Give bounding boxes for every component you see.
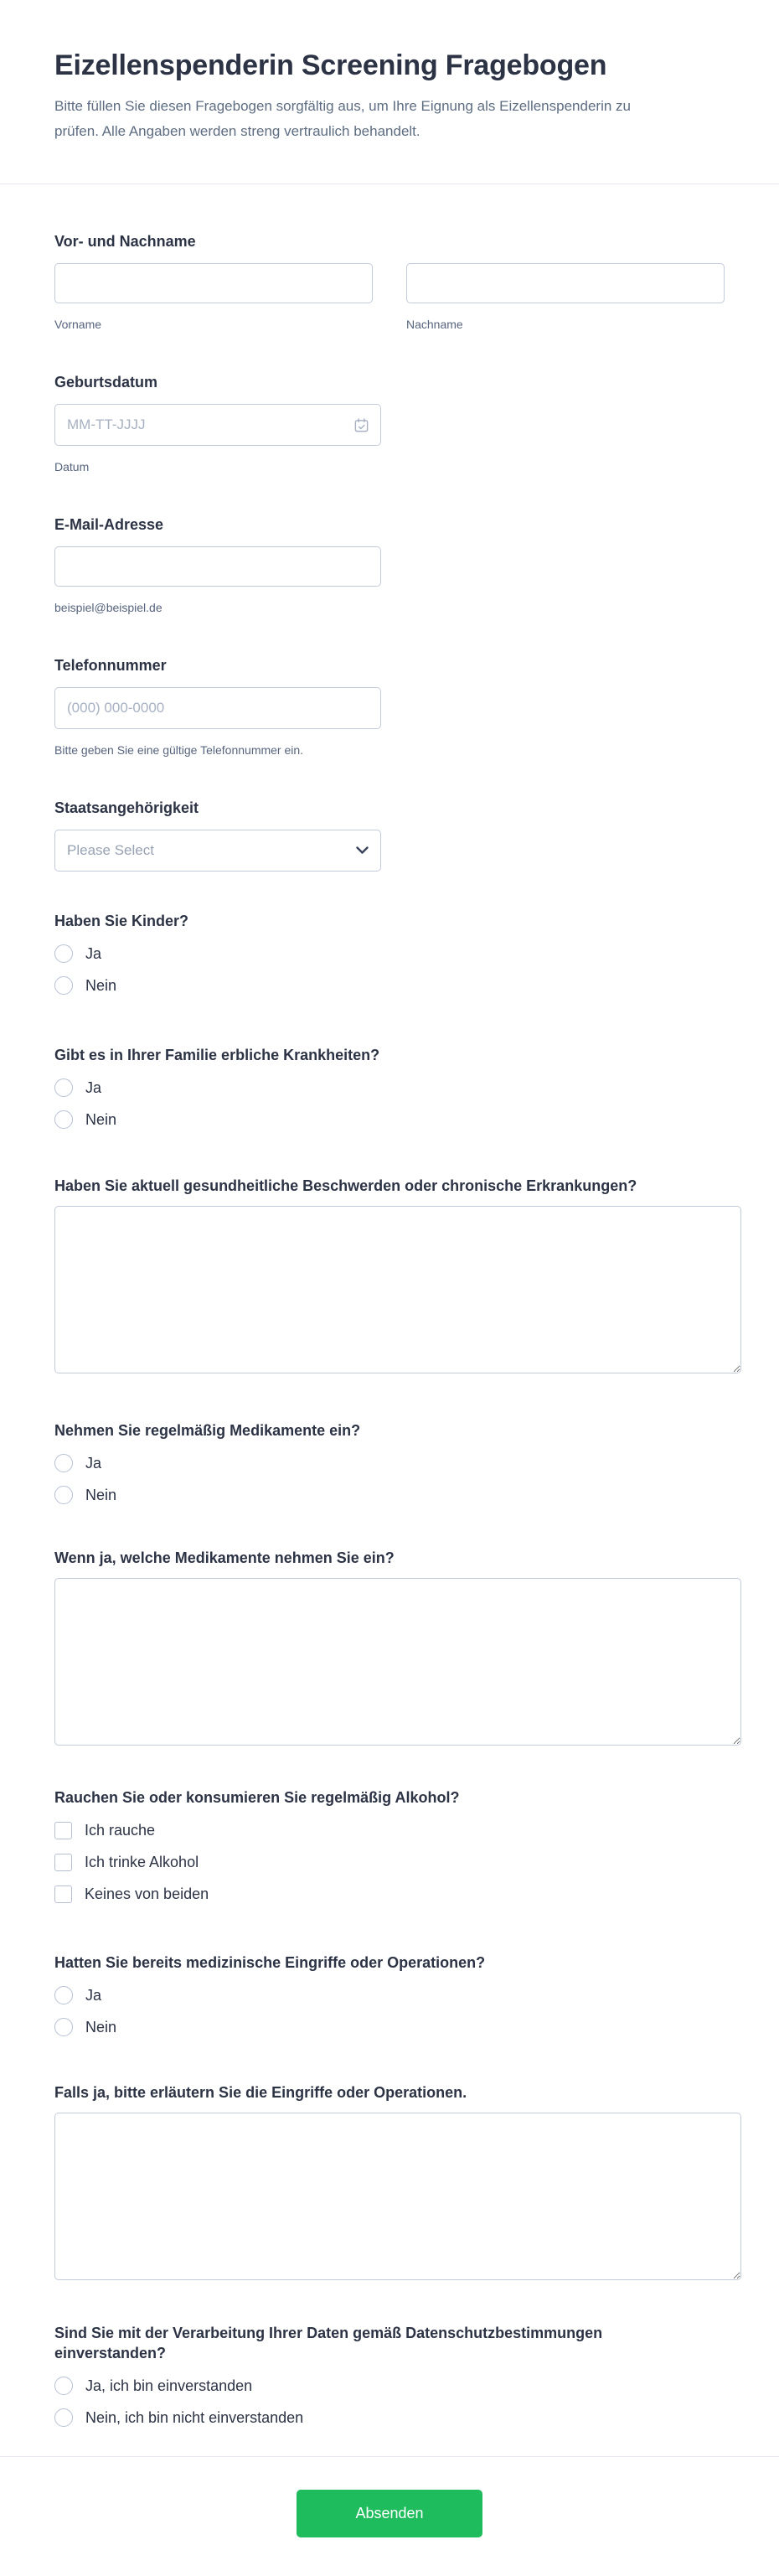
children-option-ja[interactable]	[54, 944, 725, 963]
field-phone	[54, 655, 725, 758]
lastname-sublabel: Nachname	[406, 318, 463, 331]
hereditary-options	[54, 1079, 725, 1129]
radio-icon	[54, 1486, 73, 1504]
surgeries-details-textarea[interactable]	[54, 2113, 741, 2280]
radio-icon	[54, 1986, 73, 2004]
checkbox-icon	[54, 1854, 72, 1871]
email-input-wrap	[54, 546, 381, 587]
children-options	[54, 944, 725, 995]
radio-icon	[54, 2408, 73, 2427]
page-title: Eizellenspenderin Screening Fragebogen	[54, 49, 607, 81]
submit-button[interactable]: Absenden	[297, 2490, 482, 2537]
smoking-alcohol-options	[54, 1821, 725, 1903]
chevron-down-icon	[356, 846, 369, 855]
radio-icon	[54, 976, 73, 995]
option-label: Keines von beiden	[85, 1885, 209, 1902]
phone-sublabel: Bitte geben Sie eine gültige Telefonnummer ein.	[54, 743, 304, 757]
children-label: Haben Sie Kinder?	[54, 913, 189, 929]
nationality-selected-value: Please Select	[67, 842, 154, 858]
phone-label: Telefonnummer	[54, 657, 167, 674]
option-label: Ich rauche	[85, 1822, 156, 1839]
option-label: Ja	[85, 1455, 102, 1472]
children-option-nein[interactable]	[54, 976, 725, 995]
lastname-column	[406, 263, 725, 332]
fullname-label: Vor- und Nachname	[54, 233, 196, 250]
field-birthdate	[54, 372, 725, 474]
option-label: Nein, ich bin nicht einverstanden	[85, 2409, 304, 2426]
birthdate-label: Geburtsdatum	[54, 374, 158, 391]
email-sublabel: beispiel@beispiel.de	[54, 601, 163, 614]
fullname-columns	[54, 263, 725, 332]
radio-icon	[54, 1110, 73, 1129]
option-label: Ja	[85, 1079, 102, 1096]
birthdate-sublabel: Datum	[54, 460, 90, 473]
medication-details-textarea[interactable]	[54, 1578, 741, 1746]
radio-icon	[54, 944, 73, 963]
field-surgeries-details	[54, 2082, 725, 2280]
calendar-icon[interactable]	[353, 416, 369, 433]
lastname-input[interactable]	[406, 263, 725, 303]
field-consent	[54, 2323, 725, 2427]
firstname-input[interactable]	[54, 263, 373, 303]
hereditary-label: Gibt es in Ihrer Familie erbliche Krankheiten?	[54, 1047, 380, 1063]
medication-label: Nehmen Sie regelmäßig Medikamente ein?	[54, 1422, 361, 1439]
consent-option-nein[interactable]	[54, 2408, 725, 2427]
radio-icon	[54, 1079, 73, 1097]
surgeries-options	[54, 1986, 725, 2036]
form-header	[0, 0, 779, 144]
page-subtitle: Bitte füllen Sie diesen Fragebogen sorgfältig aus, um Ihre Eignung als Eizellenspenderin zu prüfen. Alle Angaben werden streng vertraulich behandelt.	[54, 98, 631, 139]
email-input[interactable]	[54, 546, 381, 587]
option-label: Nein	[85, 1487, 117, 1503]
smoking-option-ich-rauche[interactable]	[54, 1821, 725, 1839]
medication-details-label: Wenn ja, welche Medikamente nehmen Sie ein?	[54, 1549, 395, 1566]
field-medication-details	[54, 1548, 725, 1746]
health-issues-label: Haben Sie aktuell gesundheitliche Beschwerden oder chronische Erkrankungen?	[54, 1177, 637, 1194]
birthdate-input[interactable]	[54, 404, 381, 446]
surgeries-option-nein[interactable]	[54, 2018, 725, 2036]
smoking-option-ich-trinke-alkohol[interactable]	[54, 1853, 725, 1871]
option-label: Ja	[85, 945, 102, 962]
option-label: Nein	[85, 2019, 117, 2035]
health-issues-textarea[interactable]	[54, 1206, 741, 1373]
checkbox-icon	[54, 1885, 72, 1903]
smoking-alcohol-label: Rauchen Sie oder konsumieren Sie regelmäßig Alkohol?	[54, 1789, 460, 1806]
option-label: Ja	[85, 1987, 102, 2004]
phone-input[interactable]	[54, 687, 381, 729]
option-label: Ich trinke Alkohol	[85, 1854, 199, 1870]
field-children	[54, 911, 725, 995]
consent-label: Sind Sie mit der Verarbeitung Ihrer Daten gemäß Datenschutzbestimmungen einverstanden?	[54, 2325, 603, 2361]
checkbox-icon	[54, 1822, 72, 1839]
surgeries-option-ja[interactable]	[54, 1986, 725, 2004]
option-label: Nein	[85, 1111, 117, 1128]
email-label: E-Mail-Adresse	[54, 516, 164, 533]
option-label: Ja, ich bin einverstanden	[85, 2377, 253, 2394]
surgeries-label: Hatten Sie bereits medizinische Eingriffe oder Operationen?	[54, 1954, 486, 1971]
field-medication	[54, 1420, 725, 1504]
medication-options	[54, 1454, 725, 1504]
smoking-option-keines-von-beiden[interactable]	[54, 1885, 725, 1903]
field-health-issues	[54, 1176, 725, 1373]
field-email	[54, 515, 725, 615]
radio-icon	[54, 2018, 73, 2036]
field-surgeries	[54, 1953, 725, 2036]
nationality-label: Staatsangehörigkeit	[54, 799, 199, 816]
firstname-column	[54, 263, 373, 332]
medication-option-nein[interactable]	[54, 1486, 725, 1504]
medication-option-ja[interactable]	[54, 1454, 725, 1472]
form-body	[0, 184, 779, 2427]
consent-option-ja[interactable]	[54, 2377, 725, 2395]
firstname-sublabel: Vorname	[54, 318, 102, 331]
field-smoking-alcohol	[54, 1787, 725, 1903]
radio-icon	[54, 2377, 73, 2395]
birthdate-input-wrap	[54, 404, 381, 446]
consent-options	[54, 2377, 725, 2427]
submit-row	[0, 2457, 779, 2576]
nationality-select[interactable]	[54, 830, 381, 872]
hereditary-option-nein[interactable]	[54, 1110, 725, 1129]
hereditary-option-ja[interactable]	[54, 1079, 725, 1097]
phone-input-wrap	[54, 687, 381, 729]
surgeries-details-label: Falls ja, bitte erläutern Sie die Eingriffe oder Operationen.	[54, 2084, 467, 2101]
field-hereditary	[54, 1045, 725, 1129]
option-label: Nein	[85, 977, 117, 994]
field-nationality	[54, 798, 725, 872]
radio-icon	[54, 1454, 73, 1472]
field-fullname	[54, 231, 725, 332]
